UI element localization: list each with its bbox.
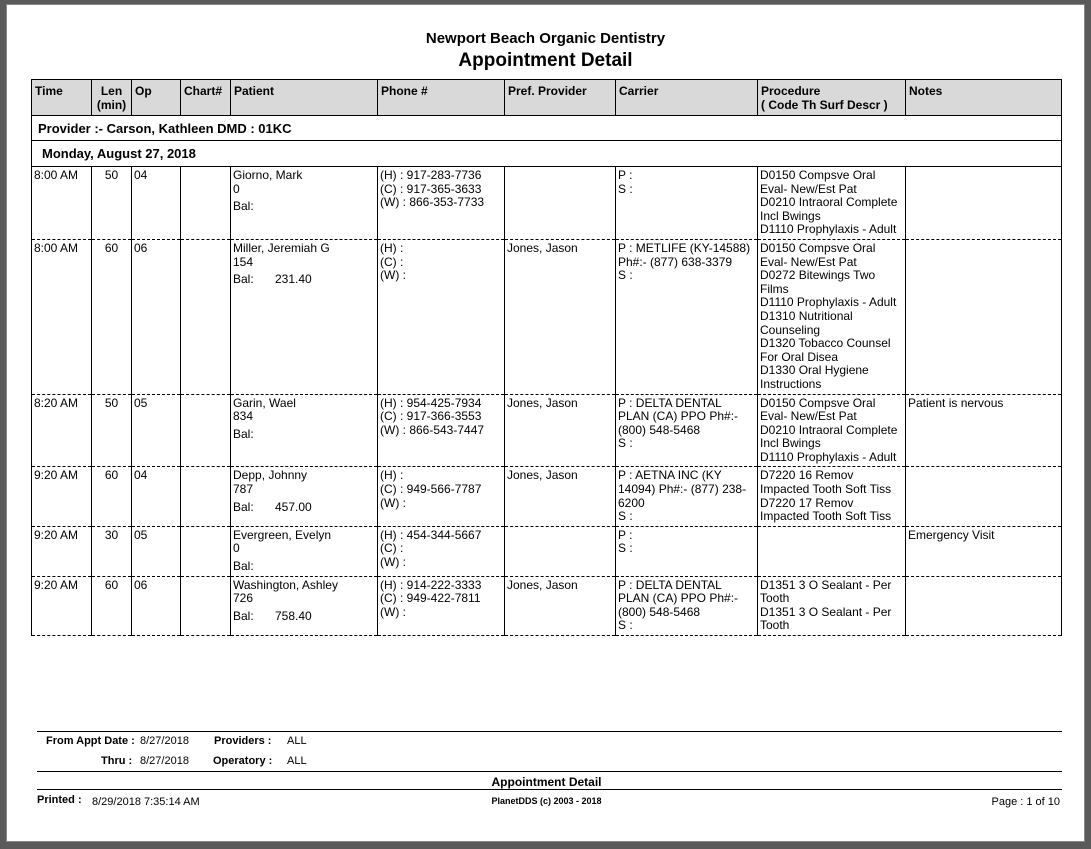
procedure-line: D7220 16 Remov Impacted Tooth Soft Tiss [760, 468, 892, 497]
appt-len: 30 [92, 526, 132, 576]
copyright: PlanetDDS (c) 2003 - 2018 [491, 796, 602, 806]
col-op: Op [132, 80, 181, 116]
table-row [32, 167, 1062, 240]
patient-balance [233, 273, 375, 287]
appt-patient [231, 526, 378, 576]
patient-balance [233, 428, 375, 442]
appt-len: 60 [92, 467, 132, 526]
carrier-line: P : [618, 527, 633, 542]
appt-pref-provider: Jones, Jason [505, 239, 616, 394]
appt-carrier [616, 394, 758, 467]
col-notes: Notes [906, 80, 1062, 116]
col-time: Time [32, 80, 92, 116]
appt-procedures [758, 239, 906, 394]
appt-patient [231, 239, 378, 394]
appt-notes: Patient is nervous [906, 394, 1062, 467]
patient-id: 834 [233, 409, 254, 424]
appt-notes [906, 467, 1062, 526]
procedure-line: D0210 Intraoral Complete Incl Bwings [760, 195, 898, 223]
table-row [32, 467, 1062, 526]
from-appt-date-value: 8/27/2018 [140, 735, 189, 747]
patient-name: Giorno, Mark [233, 168, 303, 182]
date-row [32, 141, 1062, 167]
patient-name: Miller, Jeremiah G [233, 240, 330, 255]
patient-balance [233, 501, 375, 515]
procedure-line: D0150 Compsve Oral Eval- New/Est Pat [760, 240, 876, 269]
appt-patient [231, 167, 378, 240]
appt-carrier [616, 239, 758, 394]
appt-op: 06 [132, 576, 181, 635]
operatory-label: Operatory : [213, 755, 273, 767]
appt-op: 05 [132, 526, 181, 576]
patient-name: Evergreen, Evelyn [233, 527, 332, 542]
carrier-line: S : [618, 436, 633, 451]
appt-chart [181, 394, 231, 467]
phone-line: (H) : 917-283-7736 [380, 168, 482, 182]
appt-carrier [616, 576, 758, 635]
provider-row [32, 116, 1062, 141]
appt-procedures [758, 526, 906, 576]
appt-op: 04 [132, 167, 181, 240]
procedure-line: D1330 Oral Hygiene Instructions [760, 363, 869, 391]
procedure-line: D1320 Tobacco Counsel For Oral Disea [760, 336, 891, 364]
from-appt-date-label: From Appt Date : [46, 735, 135, 747]
appt-procedures [758, 467, 906, 526]
carrier-line: P : AETNA INC (KY 14094) Ph#:- (877) 238-6200 [618, 468, 747, 510]
carrier-line: P : DELTA DENTAL PLAN (CA) PPO Ph#:- (800) 548-5468 [618, 395, 739, 437]
appt-time: 9:20 AM [32, 467, 92, 526]
table-row [32, 526, 1062, 576]
patient-id: 0 [233, 541, 240, 556]
balance-label: Bal: [233, 608, 254, 623]
appointment-table [31, 79, 1062, 636]
appt-time: 9:20 AM [32, 526, 92, 576]
carrier-line: S : [618, 541, 633, 556]
footer-report-name: Appointment Detail [491, 775, 602, 789]
patient-name: Depp, Johnny [233, 468, 308, 483]
appt-procedures [758, 394, 906, 467]
carrier-line: P : DELTA DENTAL PLAN (CA) PPO Ph#:- (800) 548-5468 [618, 577, 739, 619]
phone-line: (C) : 949-566-7787 [380, 482, 482, 497]
appt-phones [378, 576, 505, 635]
appt-chart [181, 576, 231, 635]
providers-label: Providers : [214, 735, 272, 747]
appt-patient [231, 467, 378, 526]
procedure-line: D0150 Compsve Oral Eval- New/Est Pat [760, 395, 876, 424]
appt-phones [378, 467, 505, 526]
table-header-row [32, 80, 1062, 116]
procedure-line: D0150 Compsve Oral Eval- New/Est Pat [760, 168, 876, 196]
appt-len: 60 [92, 576, 132, 635]
thru-label: Thru : [101, 755, 133, 767]
report-page [6, 4, 1085, 842]
appt-phones [378, 526, 505, 576]
page-info: Page : 1 of 10 [991, 796, 1060, 808]
printed-label: Printed : [37, 794, 82, 806]
phone-line: (H) : [380, 240, 404, 255]
appt-op: 05 [132, 394, 181, 467]
providers-value: ALL [287, 735, 307, 747]
phone-line: (C) : 917-365-3633 [380, 181, 482, 196]
appt-len: 50 [92, 394, 132, 467]
appt-chart [181, 239, 231, 394]
patient-name: Garin, Wael [233, 395, 296, 410]
phone-line: (H) : 454-344-5667 [380, 527, 482, 542]
balance-label: Bal: [233, 559, 254, 574]
patient-id: 787 [233, 482, 254, 497]
phone-line: (H) : 954-425-7934 [380, 395, 482, 410]
balance-label: Bal: [233, 272, 254, 287]
appt-notes: Emergency Visit [906, 526, 1062, 576]
phone-line: (H) : 914-222-3333 [380, 577, 482, 592]
patient-name: Washington, Ashley [233, 577, 338, 592]
footer-divider-mid [37, 771, 1062, 772]
appt-time: 9:20 AM [32, 576, 92, 635]
phone-line: (W) : 866-543-7447 [380, 422, 485, 437]
col-patient: Patient [231, 80, 378, 116]
procedure-line: D1310 Nutritional Counseling [760, 308, 853, 337]
report-title: Appointment Detail [458, 50, 633, 71]
appt-pref-provider: Jones, Jason [505, 467, 616, 526]
appt-pref-provider [505, 167, 616, 240]
carrier-line: S : [618, 181, 633, 196]
carrier-line: P : METLIFE (KY-14588) Ph#:- (877) 638-3379 [618, 240, 751, 269]
date-heading: Monday, August 27, 2018 [32, 141, 1062, 167]
carrier-line: S : [618, 268, 633, 283]
procedure-line: D0210 Intraoral Complete Incl Bwings [760, 422, 898, 451]
appt-notes [906, 167, 1062, 240]
procedure-line: D1110 Prophylaxis - Adult [760, 449, 897, 464]
phone-line: (W) : [380, 495, 406, 510]
thru-value: 8/27/2018 [140, 755, 189, 767]
col-chart: Chart# [181, 80, 231, 116]
appt-patient [231, 394, 378, 467]
appt-notes [906, 239, 1062, 394]
appt-len: 60 [92, 239, 132, 394]
phone-line: (W) : [380, 268, 406, 283]
appt-procedures [758, 167, 906, 240]
phone-line: (C) : 949-422-7811 [380, 591, 481, 606]
appt-phones [378, 394, 505, 467]
appt-phones [378, 239, 505, 394]
carrier-line: P : [618, 168, 633, 182]
balance-amount: 231.40 [274, 272, 312, 287]
patient-balance [233, 200, 375, 214]
carrier-line: S : [618, 618, 633, 633]
col-pref-provider: Pref. Provider [505, 80, 616, 116]
appt-notes [906, 576, 1062, 635]
appt-carrier [616, 467, 758, 526]
patient-id: 154 [233, 254, 254, 269]
appt-pref-provider: Jones, Jason [505, 394, 616, 467]
procedure-line: D7220 17 Remov Impacted Tooth Soft Tiss [760, 495, 892, 524]
appt-op: 06 [132, 239, 181, 394]
printed-value: 8/29/2018 7:35:14 AM [92, 796, 200, 808]
phone-line: (C) : [380, 254, 404, 269]
patient-balance [233, 610, 375, 624]
appt-procedures [758, 576, 906, 635]
patient-id: 726 [233, 591, 254, 606]
balance-amount: 457.00 [274, 499, 312, 514]
appt-chart [181, 467, 231, 526]
procedure-line: D1110 Prophylaxis - Adult [760, 222, 897, 237]
appt-len: 50 [92, 167, 132, 240]
patient-balance [233, 560, 375, 574]
balance-label: Bal: [233, 426, 254, 441]
operatory-value: ALL [287, 755, 307, 767]
balance-amount: 758.40 [274, 608, 312, 623]
table-row [32, 576, 1062, 635]
appt-time: 8:00 AM [32, 167, 92, 240]
phone-line: (W) : [380, 555, 406, 570]
procedure-line: D1351 3 O Sealant - Per Tooth [760, 577, 892, 606]
procedure-line: D1110 Prophylaxis - Adult [760, 295, 897, 310]
carrier-line: S : [618, 509, 633, 524]
col-len: Len (min) [92, 80, 132, 116]
table-row [32, 394, 1062, 467]
provider-heading: Provider :- Carson, Kathleen DMD : 01KC [32, 116, 1062, 141]
appt-carrier [616, 167, 758, 240]
appt-chart [181, 526, 231, 576]
phone-line: (C) : [380, 541, 404, 556]
balance-label: Bal: [233, 499, 254, 514]
footer-divider-top [37, 731, 1062, 732]
appt-pref-provider [505, 526, 616, 576]
col-procedure: Procedure ( Code Th Surf Descr ) [758, 80, 906, 116]
phone-line: (H) : [380, 468, 404, 483]
appt-time: 8:00 AM [32, 239, 92, 394]
appt-op: 04 [132, 467, 181, 526]
col-phone: Phone # [378, 80, 505, 116]
practice-name: Newport Beach Organic Dentistry [425, 30, 666, 47]
procedure-line: D1351 3 O Sealant - Per Tooth [760, 604, 892, 633]
procedure-line: D0272 Bitewings Two Films [760, 268, 876, 296]
phone-line: (W) : 866-353-7733 [380, 195, 485, 210]
appt-carrier [616, 526, 758, 576]
appt-patient [231, 576, 378, 635]
balance-label: Bal: [233, 199, 254, 214]
appt-phones [378, 167, 505, 240]
col-carrier: Carrier [616, 80, 758, 116]
patient-id: 0 [233, 181, 240, 196]
appt-pref-provider: Jones, Jason [505, 576, 616, 635]
table-row [32, 239, 1062, 394]
appt-chart [181, 167, 231, 240]
footer-divider-bottom [37, 789, 1062, 790]
phone-line: (C) : 917-366-3553 [380, 409, 482, 424]
appt-time: 8:20 AM [32, 394, 92, 467]
phone-line: (W) : [380, 604, 406, 619]
